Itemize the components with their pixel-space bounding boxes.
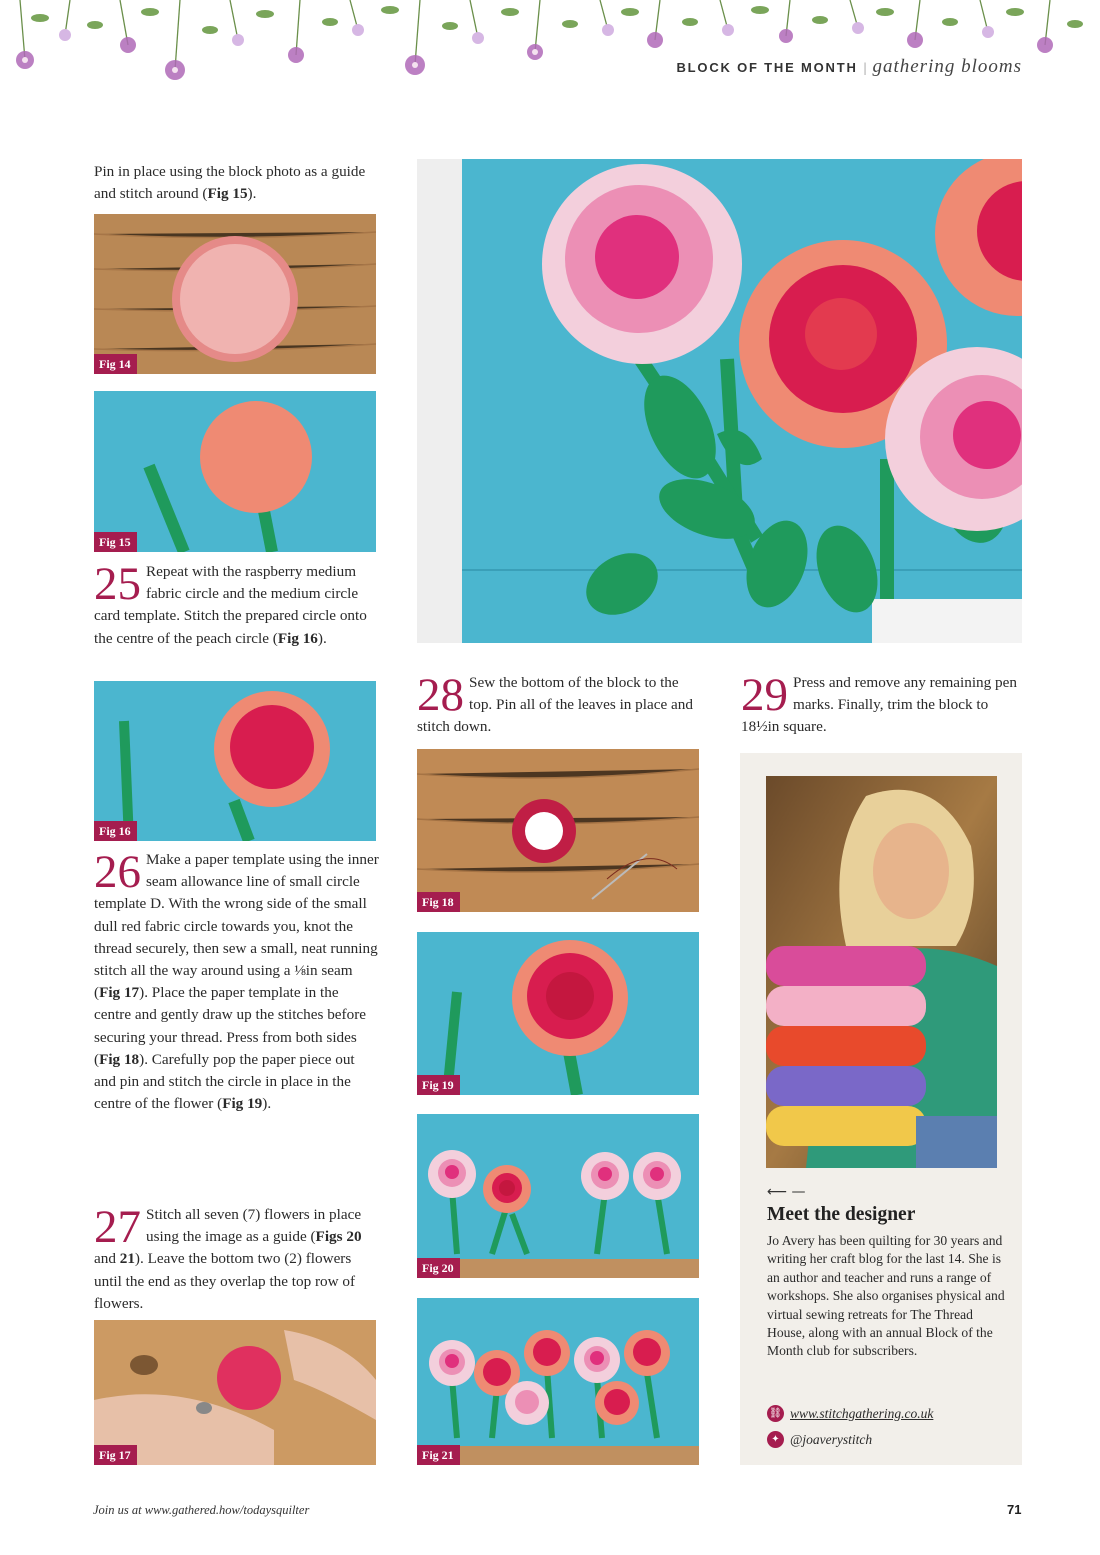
fig17-label: Fig 17 (94, 1445, 137, 1465)
page-number: 71 (1007, 1502, 1022, 1517)
step-25 (94, 558, 369, 650)
step-29-number: 29 (741, 669, 788, 721)
fig19-image (417, 932, 699, 1095)
fig19-label: Fig 19 (417, 1075, 460, 1095)
finished-block-photo (417, 159, 1022, 643)
fig20-label: Fig 20 (417, 1258, 460, 1278)
step-26 (94, 846, 379, 1115)
figure-16 (94, 681, 376, 841)
link-icon: ⛓ (767, 1405, 784, 1422)
designer-photo (766, 776, 997, 1168)
fig21-label: Fig 21 (417, 1445, 460, 1465)
fig14-label: Fig 14 (94, 354, 137, 374)
header-separator: | (863, 61, 867, 76)
figure-15 (94, 391, 376, 552)
step-25-number: 25 (94, 558, 141, 610)
step-26-text: Make a paper template using the inner seam allowance line of small circle template D. With the wrong side of the small dull red fabric circle towards you, knot the thread securely, then sew a small, neat running stitch all the way around using a ⅛in seam (Fig 17). Place the paper template in the centre and gently draw up the stitches before securing your thread. Press from both sides (Fig 18). Carefully pop the paper piece out and pin and stitch the circle in place in the centre of the flower (Fig 19). (94, 851, 379, 1113)
figure-21 (417, 1298, 699, 1465)
figure-17 (94, 1320, 376, 1465)
twitter-icon: ✦ (767, 1431, 784, 1448)
figure-14 (94, 214, 376, 374)
designer-bio: Jo Avery has been quilting for 30 years and writing her craft blog for the last 14. She is an author and teacher and runs a range of workshops. She also organises physical and virtual sewing retreats for The Thread House, along with an annual Block of the Month club for subscribers. (767, 1233, 1005, 1359)
running-header (676, 56, 1022, 78)
finished-block-image (417, 159, 1022, 643)
website-link[interactable]: www.stitchgathering.co.uk (790, 1405, 934, 1421)
step-27-text: Stitch all seven (7) flowers in place using the image as a guide (Figs 20 and 21). Leave the bottom two (2) flowers until the end as they overlap the top row of flowers. (94, 1206, 362, 1312)
intro-paragraph: Pin in place using the block photo as a guide and stitch around (Fig 15). (94, 163, 366, 203)
figure-18 (417, 749, 699, 912)
step-28-number: 28 (417, 669, 464, 721)
fig18-image (417, 749, 699, 912)
step-28 (417, 669, 702, 739)
fig15-image (94, 391, 376, 552)
fig14-image (94, 214, 376, 374)
fig16-label: Fig 16 (94, 821, 137, 841)
footer-website: Join us at www.gathered.how/todaysquilter (93, 1503, 310, 1517)
figure-19 (417, 932, 699, 1095)
floral-header-decoration (0, 0, 1100, 95)
fig16-image (94, 681, 376, 841)
arrow-decoration: ⟵ — (767, 1184, 806, 1200)
twitter-handle[interactable]: @joaverystitch (790, 1431, 873, 1447)
fig15-label: Fig 15 (94, 532, 137, 552)
step-29-text: Press and remove any remaining pen marks. Finally, trim the block to 18½in square. (741, 674, 1017, 736)
designer-website[interactable] (767, 1405, 933, 1422)
fig17-image (94, 1320, 376, 1465)
fig18-label: Fig 18 (417, 892, 460, 912)
header-section: BLOCK OF THE MONTH (676, 60, 858, 75)
step-29 (741, 669, 1021, 739)
step-26-number: 26 (94, 846, 141, 898)
designer-twitter[interactable] (767, 1431, 872, 1448)
header-subtitle: gathering blooms (872, 56, 1022, 77)
fig20-image (417, 1114, 699, 1278)
fig21-image (417, 1298, 699, 1465)
figure-20 (417, 1114, 699, 1278)
step-25-text: Repeat with the raspberry medium fabric circle and the medium circle card template. Stitch the prepared circle onto the centre of the peach circle (Fig 16). (94, 563, 367, 647)
step-27 (94, 1201, 379, 1315)
step-28-text: Sew the bottom of the block to the top. Pin all of the leaves in place and stitch down. (417, 674, 693, 736)
designer-heading: Meet the designer (767, 1204, 916, 1225)
step-27-number: 27 (94, 1201, 141, 1253)
designer-portrait-image (766, 776, 997, 1168)
